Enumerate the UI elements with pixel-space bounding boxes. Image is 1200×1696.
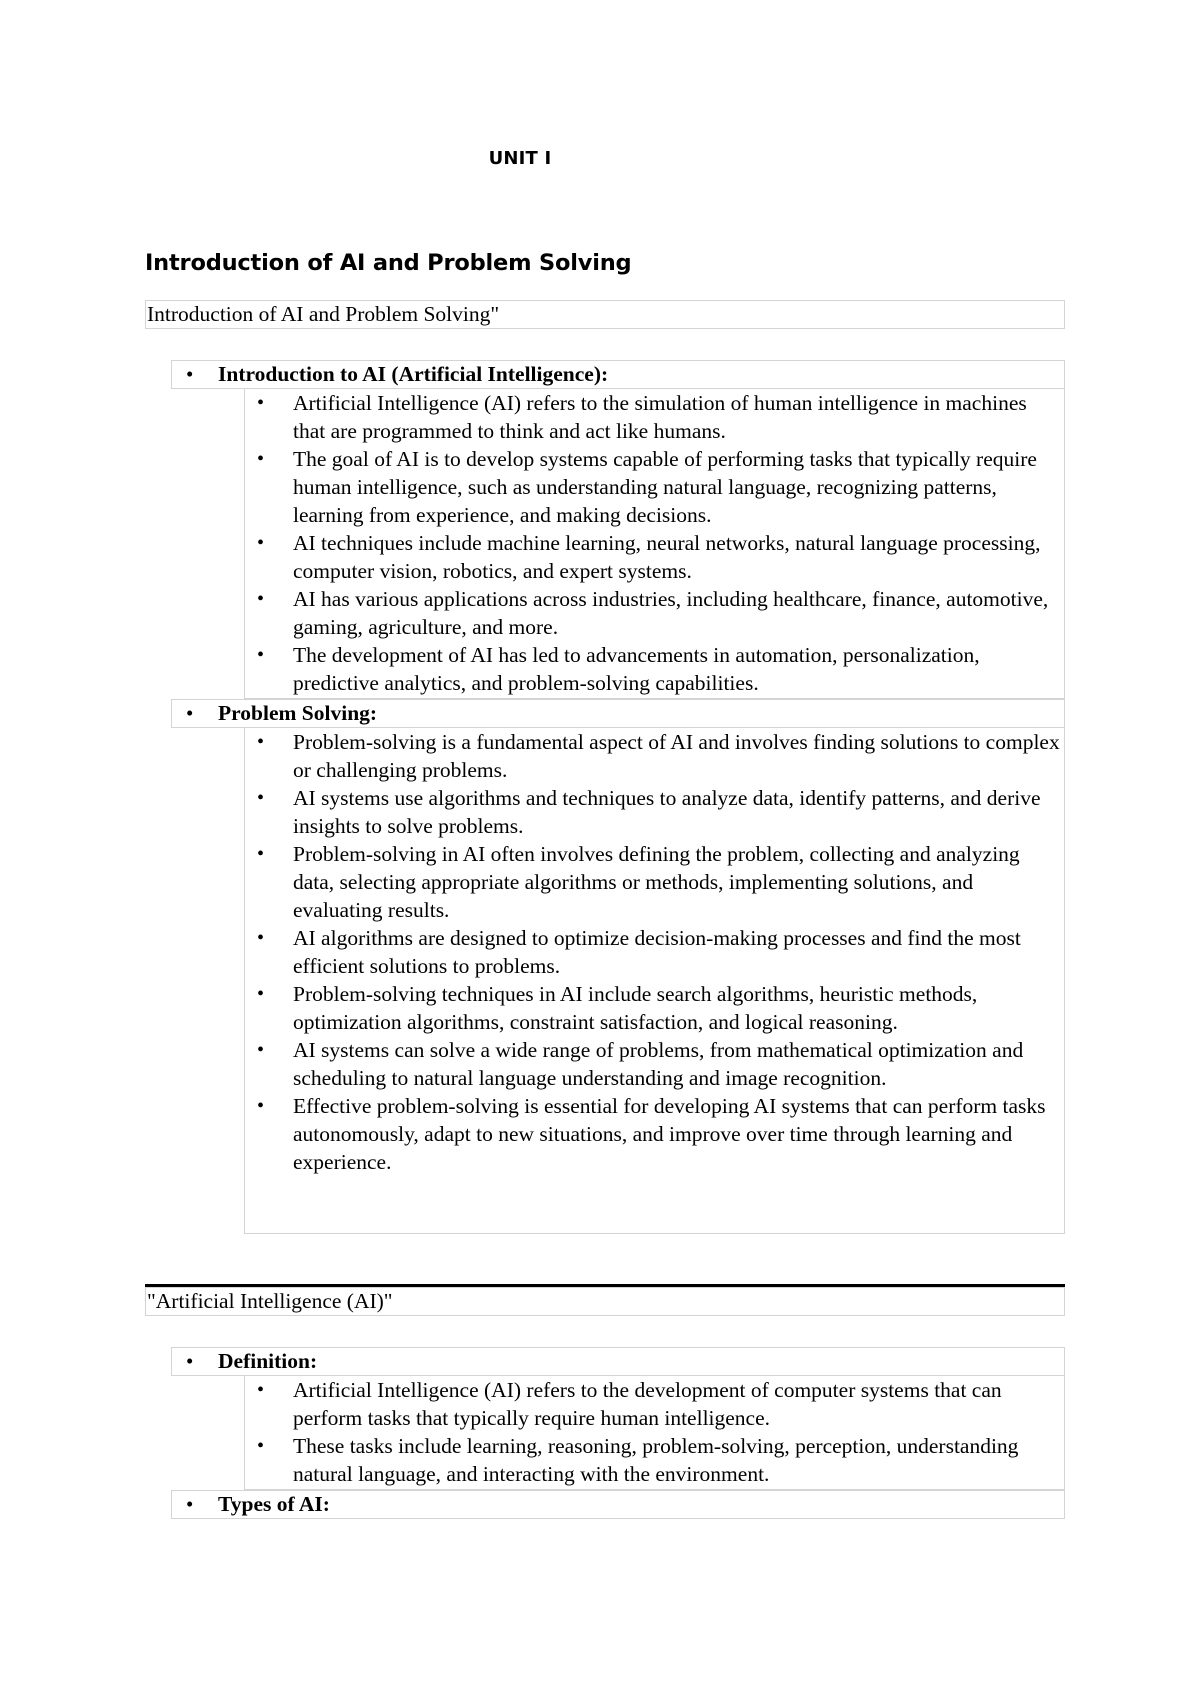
group-title: Introduction to AI (Artificial Intelligence):	[218, 362, 609, 386]
group-types-of-ai	[171, 1490, 1065, 1519]
list-item: • The development of AI has led to advancements in automation, personalization, predictive analytics, and problem-solving capabilities.	[257, 643, 980, 695]
group-problem-solving-list	[244, 728, 1065, 1234]
bullet-icon: •	[257, 588, 265, 610]
bullet-icon: •	[257, 1095, 265, 1117]
group-title: Definition:	[218, 1349, 318, 1373]
list-item: • Problem-solving is a fundamental aspect of AI and involves finding solutions to complex or challenging problems.	[257, 730, 1060, 782]
list-item: • AI systems use algorithms and techniques to analyze data, identify patterns, and derive insights to solve problems.	[257, 786, 1041, 838]
bullet-icon: •	[257, 927, 265, 949]
bullet-icon: •	[257, 448, 265, 470]
bullet-icon: •	[186, 362, 194, 386]
list-item: • Problem-solving techniques in AI include search algorithms, heuristic methods, optimization algorithms, constraint satisfaction, and logical reasoning.	[257, 982, 978, 1034]
list-item: • Artificial Intelligence (AI) refers to the simulation of human intelligence in machines that are programmed to think and act like humans.	[257, 391, 1027, 443]
bullet-icon: •	[257, 1379, 265, 1401]
group-definition	[171, 1347, 1065, 1376]
section-2-label: "Artificial Intelligence (AI)"	[145, 1287, 1065, 1316]
unit-title: UNIT I	[488, 148, 552, 169]
list-item: • Artificial Intelligence (AI) refers to the development of computer systems that can perform tasks that typically require human intelligence.	[257, 1378, 1002, 1430]
list-item: • AI algorithms are designed to optimize decision-making processes and find the most efficient solutions to problems.	[257, 926, 1021, 978]
bullet-icon: •	[186, 1492, 194, 1516]
bullet-icon: •	[257, 843, 265, 865]
list-item: • AI systems can solve a wide range of problems, from mathematical optimization and scheduling to natural language understanding and image recognition.	[257, 1038, 1024, 1090]
group-title: Problem Solving:	[218, 701, 378, 725]
bullet-icon: •	[257, 1435, 265, 1457]
bullet-icon: •	[257, 392, 265, 414]
bullet-icon: •	[257, 731, 265, 753]
main-heading: Introduction of AI and Problem Solving	[145, 250, 632, 276]
list-item: • Effective problem-solving is essential for developing AI systems that can perform tasks autonomously, adapt to new situations, and improve over time through learning and experience.	[257, 1094, 1046, 1174]
list-item: • These tasks include learning, reasoning, problem-solving, perception, understanding natural language, and interacting with the environment.	[257, 1434, 1019, 1486]
group-definition-list	[244, 1376, 1065, 1490]
group-intro-ai-list	[244, 389, 1065, 699]
bullet-icon: •	[186, 701, 194, 725]
group-intro-ai	[171, 360, 1065, 389]
list-item: • Problem-solving in AI often involves defining the problem, collecting and analyzing data, selecting appropriate algorithms or methods, implementing solutions, and evaluating results.	[257, 842, 1020, 922]
bullet-icon: •	[257, 644, 265, 666]
list-item: • AI techniques include machine learning, neural networks, natural language processing, computer vision, robotics, and expert systems.	[257, 531, 1041, 583]
list-item: • The goal of AI is to develop systems capable of performing tasks that typically require human intelligence, such as understanding natural language, recognizing patterns, learning from experience, and making decisions.	[257, 447, 1037, 527]
bullet-icon: •	[186, 1349, 194, 1373]
bullet-icon: •	[257, 1039, 265, 1061]
bullet-icon: •	[257, 532, 265, 554]
section-1-label: Introduction of AI and Problem Solving"	[145, 300, 1065, 329]
list-item: • AI has various applications across industries, including healthcare, finance, automotive, gaming, agriculture, and more.	[257, 587, 1049, 639]
group-title: Types of AI:	[218, 1492, 330, 1516]
bullet-icon: •	[257, 787, 265, 809]
group-problem-solving	[171, 699, 1065, 728]
bullet-icon: •	[257, 983, 265, 1005]
